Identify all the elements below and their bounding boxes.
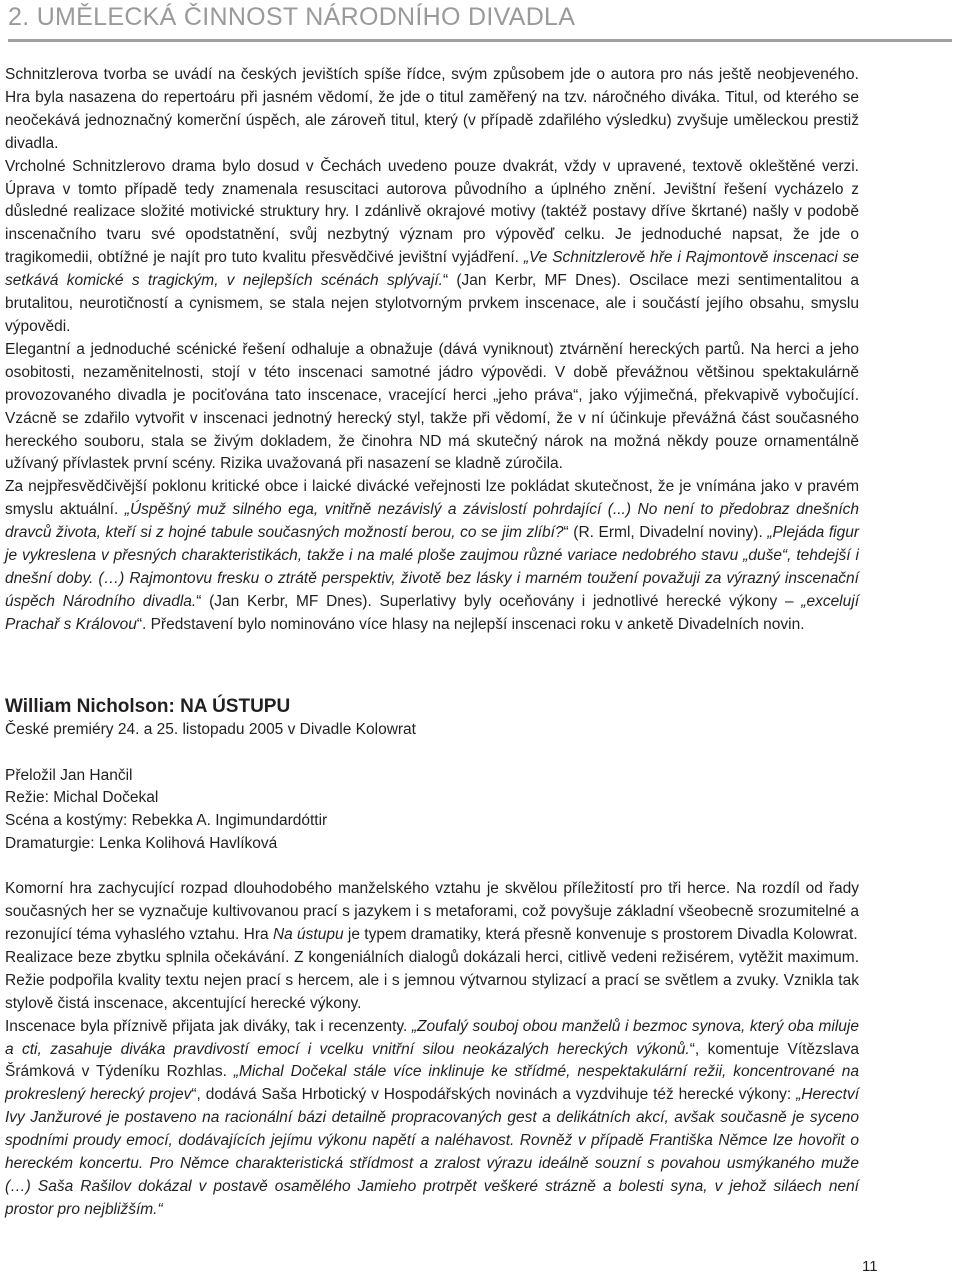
text-run: “, komentuje Vítězslava Šrámková v Týdeníku Rozhlas. (5, 1040, 859, 1081)
text-run: “ (R. Erml, Divadelní noviny). (563, 524, 768, 542)
quoted-text: „Zoufalý souboj obou manželů i bezmoc synova, který oba miluje a cti, zasahuje diváka pravdivostí emocí i vcelku vnitřní silou neokázalých hereckých výkonů. (5, 1017, 859, 1058)
paragraph (5, 878, 859, 947)
credit-director: Režie: Michal Dočekal (5, 789, 159, 807)
text-run: Realizace beze zbytku splnila očekávání. Z kongeniálních dialogů dokázali herci, citlivě vedeni režisérem, vytěžit maximum. Režie podpořila kvality textu nejen prací s hercem, ale i s jemnou výtvarnou stylizací a prací se světlem a zvuky. Vznikla tak stylově čistá inscenace, akcentující herecké výkony. (5, 948, 859, 1012)
text-run: “. Představení bylo nominováno více hlasy na nejlepší inscenaci roku v anketě Divadelních novin. (136, 615, 805, 633)
paragraph (5, 1016, 859, 1222)
credit-dramaturgy: Dramaturgie: Lenka Kolihová Havlíková (5, 835, 278, 853)
text-run: “, dodává Saša Hrbotický v Hospodářských novinách a vyzdvihuje též herecké výkony: (191, 1086, 797, 1104)
premiere-line: České premiéry 24. a 25. listopadu 2005 v Divadle Kolowrat (5, 720, 416, 738)
section-schnitzler (5, 64, 859, 637)
header-rule (8, 39, 952, 42)
production-title: William Nicholson: NA ÚSTUPU (5, 695, 291, 717)
text-run: Elegantní a jednoduché scénické řešení odhaluje a obnažuje (dává vyniknout) ztvárnění hereckých partů. Na herci a jeho osobitosti, nezaměnitelnosti, stojí v této inscenaci samotné jádro výpovědi. V době převážnou většinou spektakulárně provozovaného divadla je pociťována tato inscenace, vracející herci „jeho práva“, jako výjimečná, překvapivě vybočující. Vzácně se zdařilo vytvořit v inscenaci jednotný herecký styl, takže při vědomí, že v ní účinkuje převážná část současného hereckého souboru, stala se živým dokladem, že činohra ND má skutečný nárok na možná někdy pouze ornamentálně užívaný přívlastek první scény. Rizika uvažovaná při nasazení se kladně zúročila. (5, 340, 859, 473)
paragraph (5, 64, 859, 156)
page-content (5, 64, 859, 1222)
section-nicholson (5, 695, 859, 1222)
credit-translator: Přeložil Jan Hančil (5, 766, 133, 784)
spacer (5, 856, 859, 878)
text-run: Inscenace byla příznivě přijata jak diváky, tak i recenzenty. (5, 1017, 412, 1035)
text-run: je typem dramatiky, která přesně konvenuje s prostorem Divadla Kolowrat. (343, 926, 858, 943)
page-header (8, 2, 952, 42)
section-spacer (5, 637, 859, 695)
quoted-text: „Úspěšný muž silného ega, vnitřně nezávislý a závislostí pohrdající (...) No není to předobraz dnešních dravců života, kteří si z hojné tabule současných možností berou, co se jim zlíbí? (5, 501, 859, 542)
credit-design: Scéna a kostýmy: Rebekka A. Ingimundardóttir (5, 812, 328, 830)
text-run: Komorní hra zachycující rozpad dlouhodobého manželského vztahu je skvělou příležitostí pro tři herce. Na rozdíl od řady současných her se vyznačuje kultivovanou prací s jazykem i s metaforami, což povyšuje základní všeobecně srozumitelné a rezonující téma vyhaslého vztahu. Hra (5, 880, 859, 943)
quoted-text: „excelují Prachař s Královou (5, 592, 859, 633)
text-run: Za nejpřesvědčivější poklonu kritické obce i laické divácké veřejnosti lze pokládat skutečnost, že je vnímána jako v pravém smyslu aktuální. (5, 478, 859, 519)
paragraph (5, 476, 859, 636)
spacer (5, 742, 859, 765)
quoted-text: Na ústupu (272, 926, 344, 943)
text-run: “ (Jan Kerbr, MF Dnes). Oscilace mezi sentimentalitou a brutalitou, neurotičností a cynismem, se stala nejen stylotvorným prvkem inscenace, ale i součástí jejího obsahu, smyslu výpovědi. (5, 272, 859, 335)
text-run: Vrcholné Schnitzlerovo drama bylo dosud v Čechách uvedeno pouze dvakrát, vždy v upravené, textově okleštěné verzi. Úprava v tomto případě tedy znamenala resuscitaci autorova původního a úplného znění. Jevištní řešení vycházelo z důsledné realizace složité motivické struktury hry. I zdánlivě okrajové motivy (taktéž postavy dříve škrtané) našly v podobě inscenačního tvaru své opodstatnění, svůj nezbytný význam pro výpověď celku. Je jednoduché napsat, že jde o tragikomedii, obtížné je najít pro tuto kvalitu přesvědčivé jevištní vyjádření. (5, 157, 859, 267)
quoted-text: „Ve Schnitzlerově hře i Rajmontově inscenaci se setkává komické s tragickým, v nejlepších scénách splývají. (5, 249, 859, 290)
quoted-text: „Plejáda figur je vykreslena v přesných charakteristikách, takže i na malé ploše zaujmou různé variace nedobrého stavu „duše“, tehdejší i dnešní doby. (…) Rajmontovu fresku o ztrátě perspektiv, životě bez lásky i marném toužení považuji za výrazný inscenační úspěch Národního divadla. (5, 524, 859, 610)
paragraph (5, 947, 859, 1016)
quoted-text: „Herectví Ivy Janžurové je postaveno na racionální bázi detailně propracovaných gest a delikátních akcí, avšak současně je syceno spodními proudy emocí, dodávajících jejímu výkonu napětí a naléhavost. Rovněž v případě Františka Němce lze hovořit o hereckém koncertu. Pro Němce charakteristická střídmost a zralost výrazu ideálně souzní s povahou usmýkaného muže (…) Saša Rašilov dokázal v postavě osamělého Jamieho protrpět veškeré strázně a bolesti syna, v jehož siláech není prostor pro nejbližším.“ (5, 1086, 859, 1218)
chapter-title: 2. UMĚLECKÁ ČINNOST NÁRODNÍHO DIVADLA (8, 3, 576, 31)
paragraph (5, 339, 859, 476)
text-run: “ (Jan Kerbr, MF Dnes). Superlativy byly oceňovány i jednotlivé herecké výkony – (196, 592, 802, 610)
credits-list (5, 765, 859, 857)
paragraph (5, 156, 859, 339)
page-number: 11 (862, 1258, 878, 1275)
text-run: Schnitzlerova tvorba se uvádí na českých jevištích spíše řídce, svým způsobem jde o autora pro nás ještě neobjeveného. Hra byla nasazena do repertoáru při jasném vědomí, že jde o titul zaměřený na tzv. náročného diváka. Titul, od kterého se neočekává jednoznačný komerční úspěch, ale zároveň titul, který (v případě zdařilého výsledku) zvyšuje uměleckou prestiž divadla. (5, 66, 859, 152)
quoted-text: „Michal Dočekal stále více inklinuje ke střídmé, nespektakulární režii, koncentrované na prokreslený herecký projev (5, 1063, 860, 1104)
